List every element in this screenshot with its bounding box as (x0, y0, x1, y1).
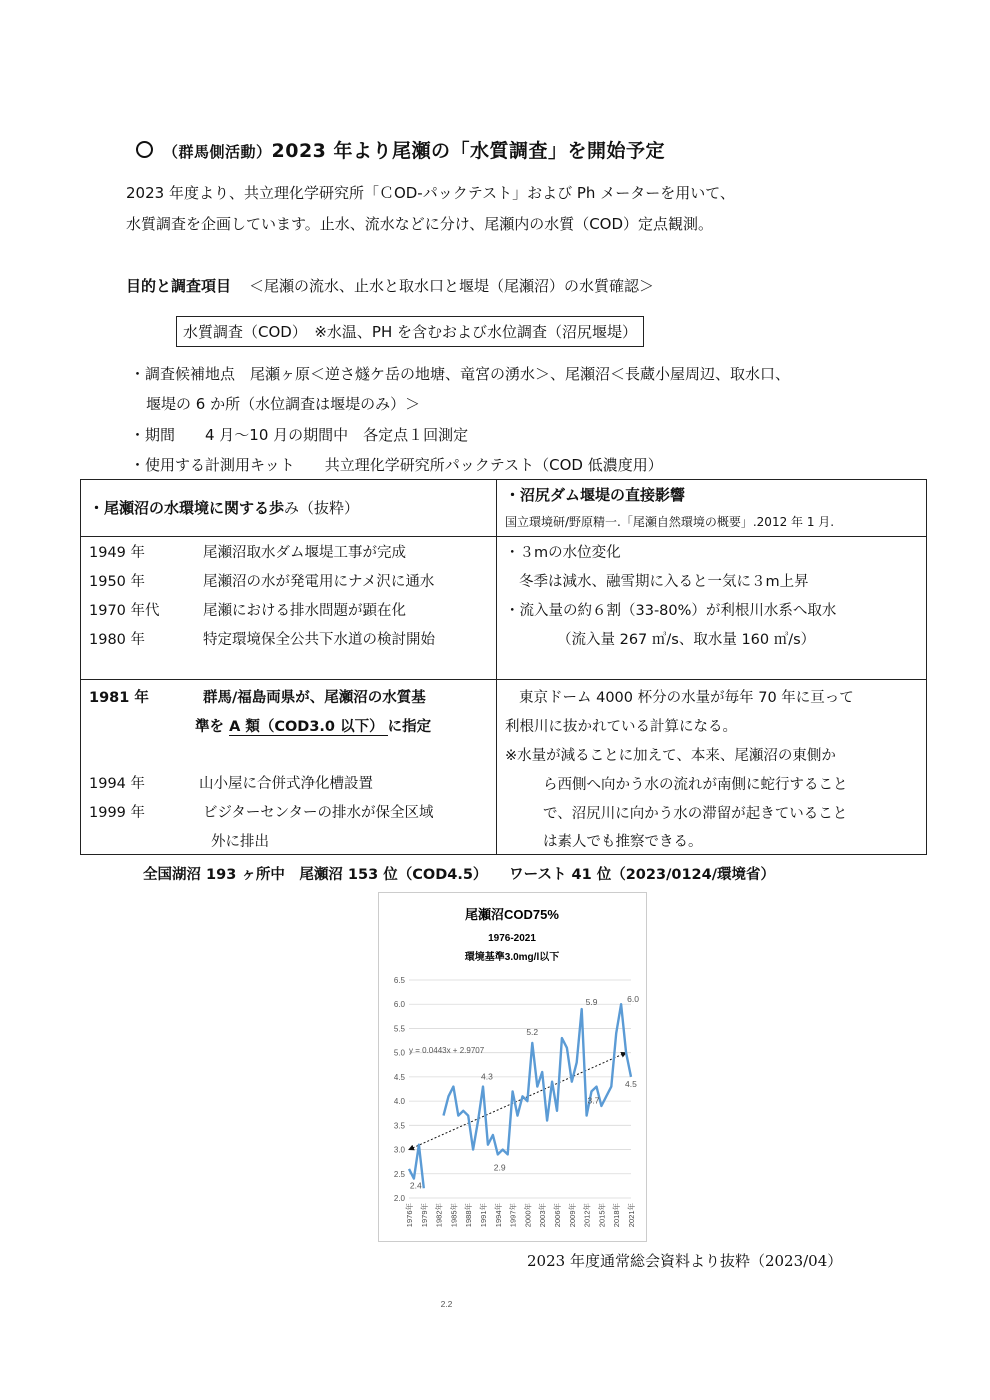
bullet-locations-cont: 堰堤の 6 か所（水位調査は堰堤のみ）＞ (146, 395, 421, 413)
year-1970: 1970 年代 (89, 603, 160, 619)
y-tick-label: 2.5 (393, 1169, 405, 1179)
data-label: 4.5 (625, 1078, 637, 1089)
right-header-cell (497, 480, 927, 537)
ranking-line: 全国湖沼 193 ヶ所中 尾瀬沼 153 位（COD4.5） ワースト 41 位（2023/0124/環境省） (143, 867, 776, 883)
event-1949: 尾瀬沼取水ダム堰堤工事が完成 (203, 545, 406, 561)
right-source: 国立環境研/野原精一.「尾瀬自然環境の概要」.2012 年 1 月. (505, 515, 835, 529)
x-tick-label: 2006年 (553, 1203, 562, 1228)
bullet-period: ・期間 4 月〜10 月の期間中 各定点１回測定 (130, 426, 469, 444)
y-tick-label: 6.5 (393, 976, 405, 985)
x-tick-label: 1988年 (464, 1203, 474, 1228)
water-level-heading: ・３mの水位変化 (505, 545, 621, 561)
dome-text-2: 利根川に抜かれている計算になる。 (505, 719, 737, 735)
data-label: 5.2 (526, 1026, 539, 1037)
cod-chart-svg (379, 893, 646, 1309)
y-tick-label: 2.0 (393, 1194, 405, 1203)
page-title (136, 136, 665, 163)
bullet-locations: ・調査候補地点 尾瀬ヶ原＜逆さ燧ケ岳の地塘、竜宮の湧水＞、尾瀬沼＜長蔵小屋周辺、取水口、 (130, 365, 791, 383)
year-1981: 1981 年 (89, 690, 149, 706)
circle-icon (136, 141, 153, 158)
y-tick-label: 5.0 (393, 1048, 405, 1058)
left-header: ・尾瀬沼の水環境に関する歩み（抜粋） (89, 499, 360, 517)
survey-box: 水質調査（COD） ※水温、PH を含むおよび水位調査（沼尻堰堤） (176, 316, 644, 347)
x-tick-label: 2021年 (627, 1203, 636, 1228)
bullet-kit: ・使用する計測用キット 共立理化学研究所パックテスト（COD 低濃度用） (130, 456, 663, 474)
data-label: 4.3 (481, 1071, 493, 1082)
x-tick-label: 1994年 (493, 1203, 503, 1228)
x-tick-label: 2015年 (597, 1203, 607, 1228)
x-tick-label: 1979年 (419, 1203, 429, 1228)
y-tick-label: 4.0 (393, 1097, 405, 1107)
history-cell-b (81, 680, 497, 855)
chart-subtitle-2: 環境基準3.0mg/l以下 (464, 952, 560, 963)
title-main: 2023 年より尾瀬の「水質調査」を開始予定 (271, 140, 666, 162)
year-1994: 1994 年 (89, 776, 146, 792)
x-tick-label: 2000年 (523, 1203, 533, 1228)
note-text-2: ら西側へ向かう水の流れが南側に蛇行すること (543, 777, 848, 793)
purpose-label: 目的と調査項目 (126, 277, 232, 295)
footer-note: 2023 年度通常総会資料より抜粋（2023/04） (527, 1252, 843, 1270)
year-1949: 1949 年 (89, 545, 146, 561)
note-text-1: ※水量が減ることに加えて、本来、尾瀬沼の東側か (505, 748, 836, 764)
x-tick-label: 1985年 (449, 1203, 459, 1228)
chart-subtitle-1: 1976-2021 (488, 933, 536, 944)
year-1980: 1980 年 (89, 632, 146, 648)
event-1999: ビジターセンターの排水が保全区域 (203, 805, 434, 821)
data-label: 6.0 (627, 994, 639, 1005)
event-1980: 特定環境保全公共下水道の検討開始 (203, 632, 435, 648)
cod-chart (378, 892, 647, 1309)
left-header-cell (81, 480, 497, 537)
inflow-values: （流入量 267 ㎥/s、取水量 160 ㎥/s） (557, 632, 816, 648)
x-tick-label: 1997年 (508, 1203, 518, 1228)
x-tick-label: 2012年 (582, 1203, 592, 1228)
x-tick-label: 1982年 (434, 1203, 444, 1228)
data-label: 2.2 (440, 1298, 453, 1309)
event-1999-cont: 外に排出 (211, 834, 269, 850)
inflow-heading: ・流入量の約６割（33-80%）が利根川水系へ取水 (505, 603, 837, 619)
x-tick-label: 2003年 (538, 1203, 548, 1228)
year-1999: 1999 年 (89, 805, 146, 821)
event-1994: 山小屋に合併式浄化槽設置 (199, 776, 373, 792)
y-tick-label: 3.5 (393, 1121, 405, 1131)
chart-title: 尾瀬沼COD75% (465, 907, 559, 922)
y-tick-label: 4.5 (393, 1072, 405, 1082)
note-text-4: は素人でも推察できる。 (543, 834, 703, 850)
note-text-3: で、沼尻川に向かう水の滞留が起きていること (543, 806, 848, 822)
trendline-equation: y = 0.0443x + 2.9707 (409, 1046, 485, 1055)
purpose-line (126, 275, 654, 296)
data-label: 3.7 (587, 1095, 600, 1106)
right-header: ・沼尻ダム堰堤の直接影響 (505, 486, 686, 504)
data-label: 2.9 (493, 1162, 506, 1173)
event-1970: 尾瀬における排水問題が顕在化 (203, 603, 406, 619)
history-table (80, 479, 927, 855)
y-tick-label: 3.0 (393, 1145, 405, 1155)
event-1950: 尾瀬沼の水が発電用にナメ沢に通水 (203, 574, 435, 590)
right-cell-b (497, 680, 927, 855)
intro-line-2: 水質調査を企画しています。止水、流水などに分け、尾瀬内の水質（COD）定点観測。 (126, 215, 714, 233)
intro-line-1: 2023 年度より、共立理化学研究所「ＣOD-パックテスト」および Ph メーターを用いて、 (126, 184, 735, 202)
dome-text-1: 東京ドーム 4000 杯分の水量が毎年 70 年に亘って (519, 690, 854, 706)
year-1950: 1950 年 (89, 574, 146, 590)
x-tick-label: 2009年 (567, 1203, 577, 1228)
data-label: 5.9 (585, 997, 598, 1008)
history-cell-a (81, 537, 497, 680)
x-tick-label: 2018年 (612, 1203, 622, 1228)
event-1981-line1: 群馬/福島両県が、尾瀬沼の水質基 (203, 690, 426, 706)
water-level-text: 冬季は減水、融雪期に入ると一気に３m上昇 (519, 574, 809, 590)
title-prefix: （群馬側活動） (163, 143, 272, 161)
x-tick-label: 1991年 (479, 1203, 488, 1228)
right-cell-a (497, 537, 927, 680)
class-a-underlined: A 類（COD3.0 以下） (229, 719, 388, 736)
y-tick-label: 6.0 (393, 1000, 405, 1010)
x-tick-label: 1976年 (405, 1203, 414, 1228)
y-tick-label: 5.5 (393, 1024, 405, 1034)
event-1981-line2: 準を A 類（COD3.0 以下） に指定 (195, 719, 432, 735)
data-label: 2.4 (409, 1180, 422, 1191)
purpose-text: ＜尾瀬の流水、止水と取水口と堰堤（尾瀬沼）の水質確認＞ (249, 277, 655, 295)
